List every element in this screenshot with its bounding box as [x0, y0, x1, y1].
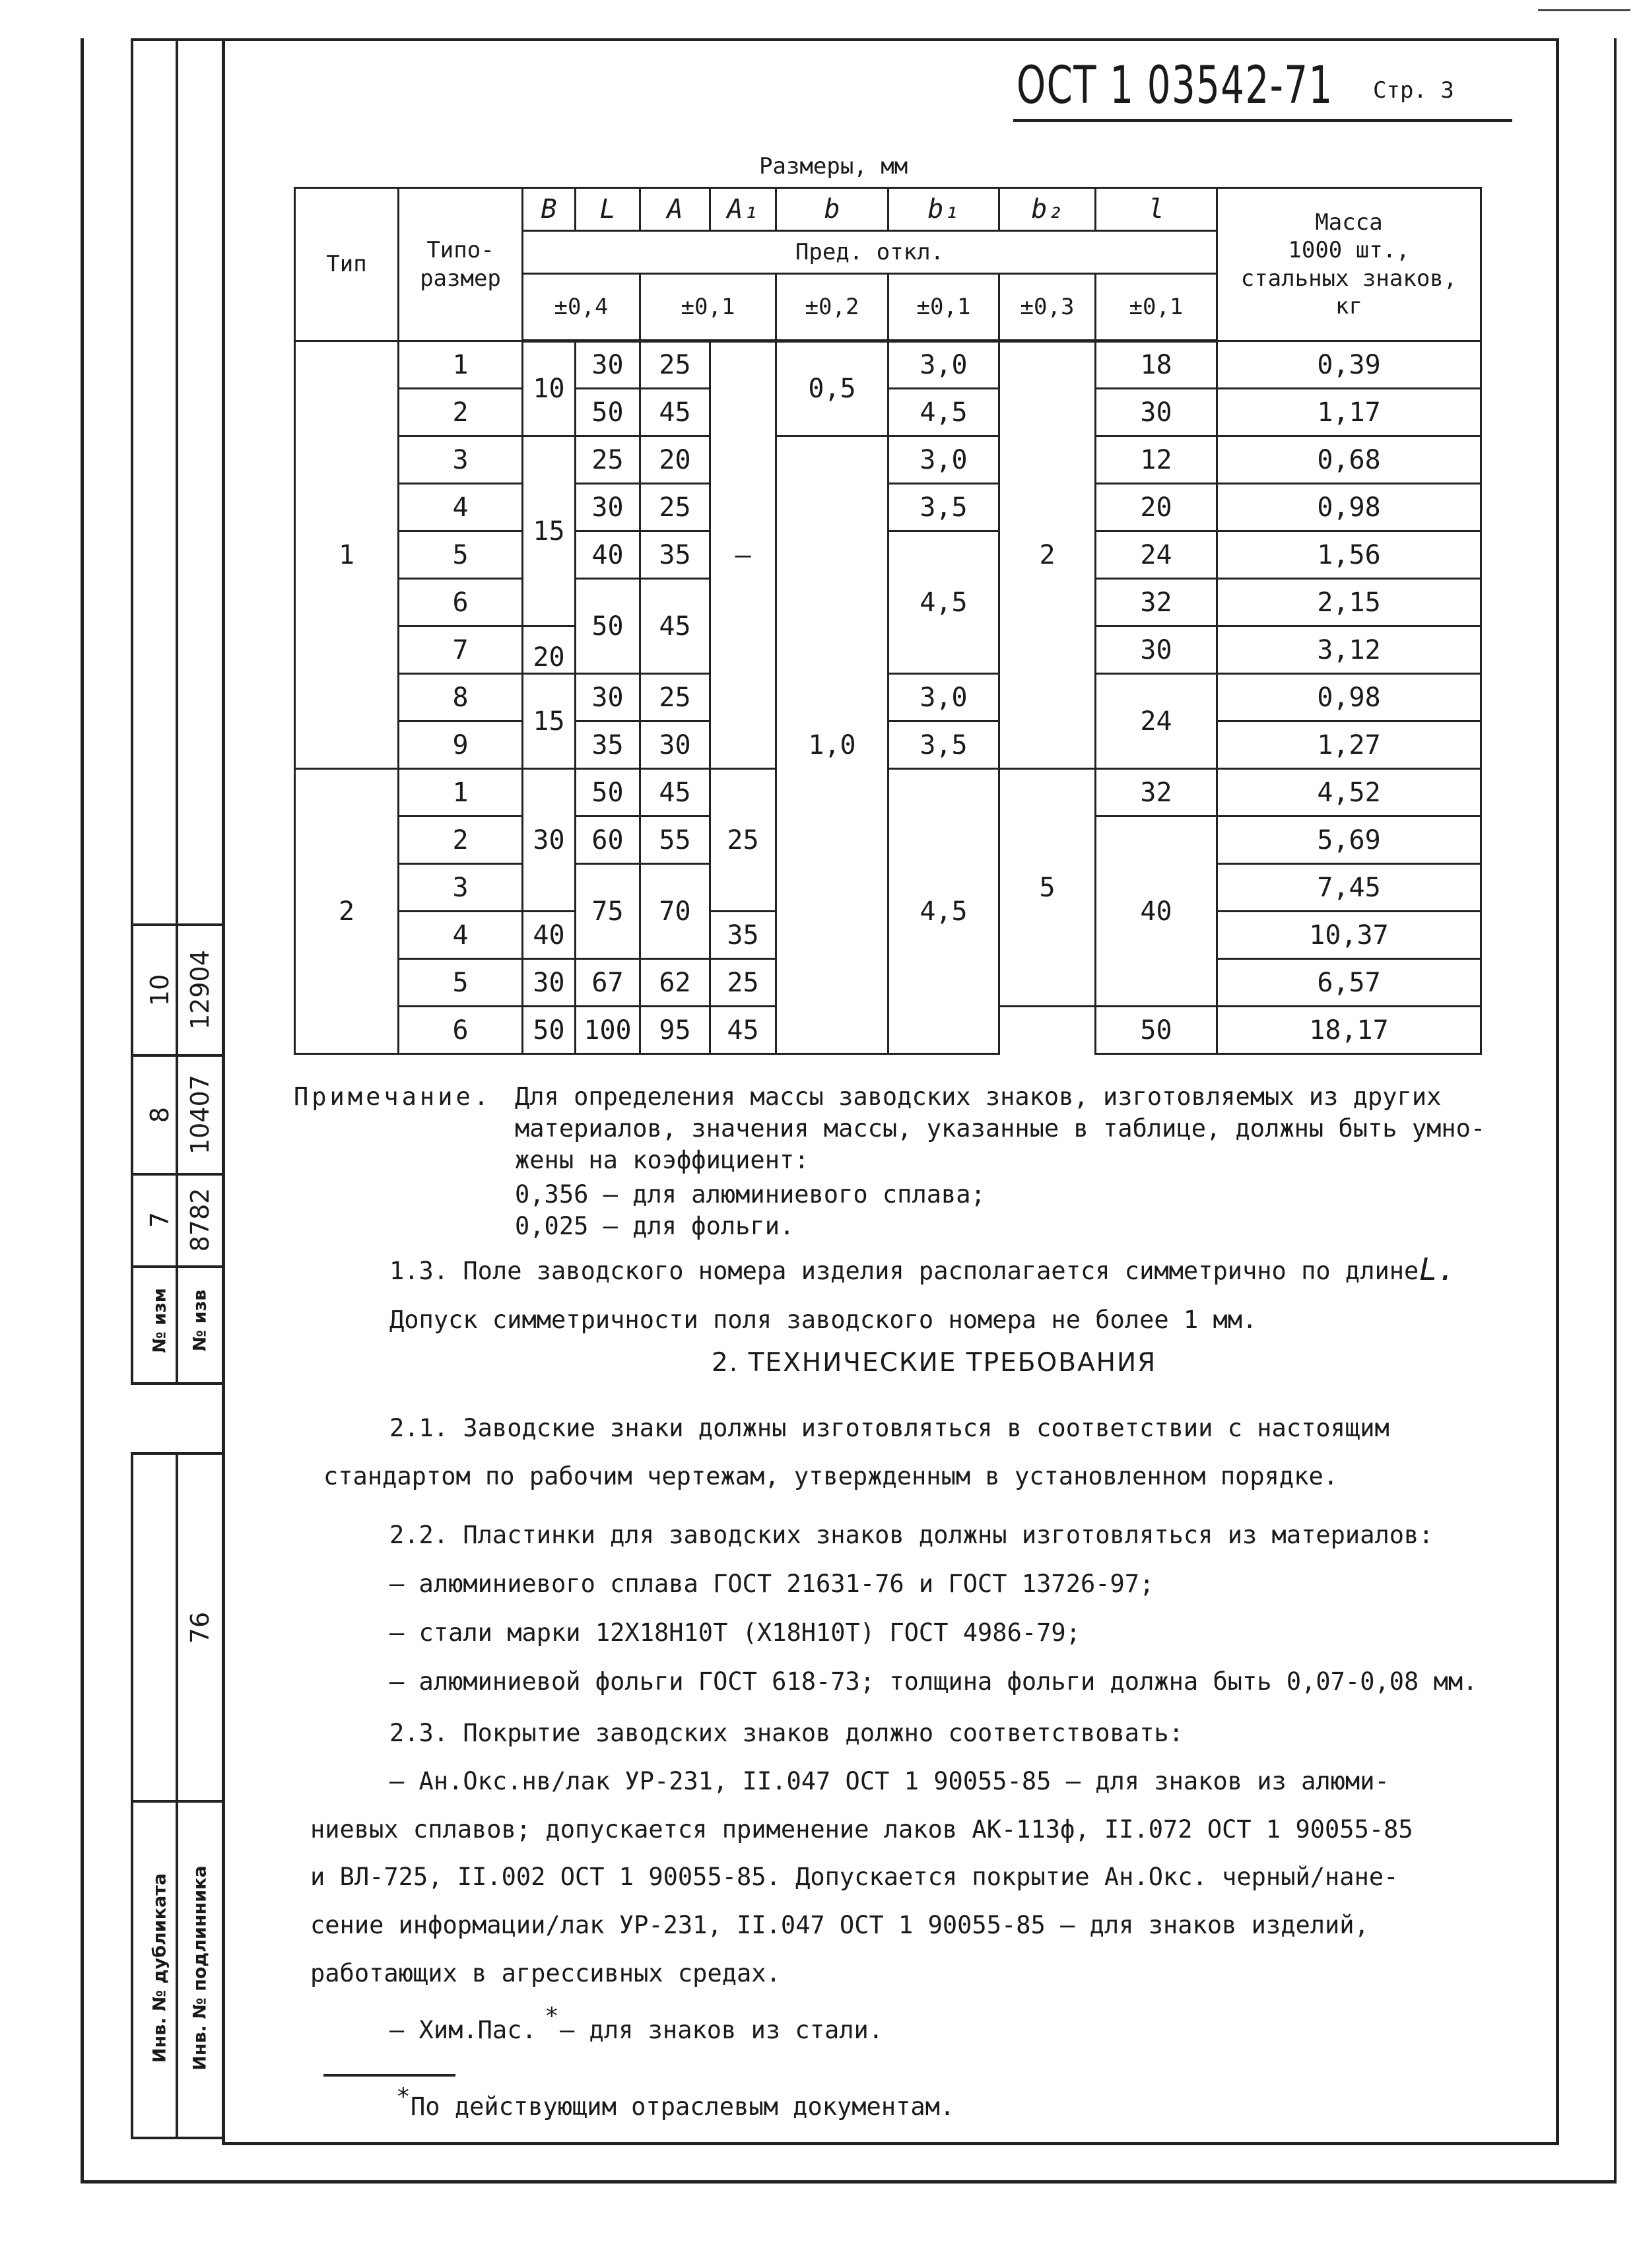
notice-no: 12904: [185, 950, 215, 1030]
mass-cell: 5,69: [1217, 817, 1481, 864]
A-cell: 62: [640, 959, 710, 1007]
size-cell: 7: [399, 626, 523, 674]
A-cell: 70: [640, 864, 710, 959]
mass-cell: 10,37: [1217, 912, 1481, 959]
size-cell: 3: [399, 436, 523, 484]
l-cell: 32: [1096, 579, 1217, 626]
para-2-3: сение информации/лак УР-231, II.047 ОСТ 1 90055-85 – для знаков изделий,: [310, 1911, 1369, 1939]
strip-divider: [176, 38, 178, 1385]
tol-value: ±0,1: [1096, 274, 1217, 341]
note-line: Для определения массы заводских знаков, изготовляемых из других: [515, 1083, 1442, 1111]
L-cell: 30: [576, 341, 640, 389]
para-2-3: работающих в агрессивных средах.: [310, 1959, 781, 1987]
label-notice-no: № изв: [189, 1289, 211, 1352]
b1-cell: 3,5: [888, 484, 999, 531]
mass-cell: 3,12: [1217, 626, 1481, 674]
header-dim: A: [640, 188, 710, 231]
B-cell: 30: [523, 959, 576, 1007]
size-cell: 5: [399, 959, 523, 1007]
size-cell: 6: [399, 579, 523, 626]
label-duplicate-inv: Инв. № дубликата: [149, 1873, 170, 2063]
header-dim: l: [1096, 188, 1217, 231]
para-2-2: 2.2. Пластинки для заводских знаков должны изготовляться из материалов:: [389, 1521, 1434, 1549]
b-cell: 0,5: [776, 341, 888, 436]
L-cell: 50: [576, 389, 640, 436]
strip-divider: [131, 1800, 224, 1803]
header-underline: [1013, 119, 1512, 122]
label-original-inv: Инв. № подлинника: [189, 1865, 211, 2071]
top-edge-line: [1538, 9, 1630, 11]
size-cell: 8: [399, 674, 523, 721]
change-no: 8: [145, 1106, 174, 1123]
para-2-3: ниевых сплавов; допускается применение лаков АК-113ф, II.072 ОСТ 1 90055-85: [310, 1815, 1413, 1844]
l-cell: 32: [1096, 769, 1217, 817]
A-cell: 95: [640, 1007, 710, 1054]
tol-value: ±0,2: [776, 274, 888, 341]
A1-cell: 25: [710, 769, 776, 912]
A-cell: 55: [640, 817, 710, 864]
b1-cell: 4,5: [888, 531, 999, 674]
size-cell: 3: [399, 864, 523, 912]
tol-value: ±0,1: [888, 274, 999, 341]
L-cell: 35: [576, 721, 640, 769]
size-cell: 1: [399, 769, 523, 817]
size-cell: 2: [399, 389, 523, 436]
header-tolerance: Пред. откл.: [523, 231, 1217, 274]
b2-cell-empty: [999, 1007, 1096, 1054]
A1-cell: –: [710, 341, 776, 769]
note-line: 0,356 – для алюминиевого сплава;: [515, 1180, 986, 1209]
footnote-star: *: [396, 2083, 411, 2110]
notice-no: 8782: [185, 1187, 215, 1252]
A-cell: 25: [640, 674, 710, 721]
A-cell: 45: [640, 769, 710, 817]
A-cell: 45: [640, 389, 710, 436]
A-cell: 20: [640, 436, 710, 484]
B-cell: 20: [523, 626, 576, 674]
l-cell: 12: [1096, 436, 1217, 484]
L-cell: 30: [576, 484, 640, 531]
dimensions-table: [294, 187, 1482, 1055]
b1-cell: 3,0: [888, 674, 999, 721]
mass-cell: 0,68: [1217, 436, 1481, 484]
b1-cell: 3,0: [888, 341, 999, 389]
l-cell: 40: [1096, 817, 1217, 1007]
mass-cell: 1,17: [1217, 389, 1481, 436]
mass-cell: 0,39: [1217, 341, 1481, 389]
L-cell: 75: [576, 864, 640, 959]
strip-divider: [131, 1265, 224, 1268]
L-cell: 50: [576, 579, 640, 674]
B-cell: 15: [523, 674, 576, 769]
para-2-3: – Ан.Окс.нв/лак УР-231, II.047 ОСТ 1 90055-85 – для знаков из алюми-: [389, 1767, 1389, 1795]
size-cell: 1: [399, 341, 523, 389]
tol-value: ±0,1: [640, 274, 776, 341]
header-mass: Масса 1000 шт., стальных знаков, кг: [1217, 188, 1481, 341]
L-cell: 50: [576, 769, 640, 817]
b2-cell: 5: [999, 769, 1096, 1007]
B-cell: 30: [523, 769, 576, 912]
footnote-star: *: [545, 2003, 559, 2030]
A1-cell: 45: [710, 1007, 776, 1054]
A-cell: 45: [640, 579, 710, 674]
footnote-rule: [323, 2074, 455, 2077]
A-cell: 35: [640, 531, 710, 579]
notice-no: 10407: [185, 1075, 215, 1154]
dimensions-caption: Размеры, мм: [759, 153, 908, 180]
A-cell: 25: [640, 484, 710, 531]
header-type: Тип: [295, 188, 399, 341]
b1-cell: 4,5: [888, 389, 999, 436]
size-cell: 2: [399, 817, 523, 864]
header-dim: L: [576, 188, 640, 231]
L-cell: 30: [576, 674, 640, 721]
footnote-text: По действующим отраслевым документам.: [411, 2092, 955, 2121]
type-cell: 1: [295, 341, 399, 769]
para-2-3: 2.3. Покрытие заводских знаков должно соответствовать:: [389, 1719, 1184, 1747]
header-dim: b₂: [999, 188, 1096, 231]
mass-cell: 2,15: [1217, 579, 1481, 626]
L-cell: 60: [576, 817, 640, 864]
type-cell: 2: [295, 769, 399, 1054]
L-cell: 25: [576, 436, 640, 484]
l-cell: 30: [1096, 626, 1217, 674]
A1-cell: 35: [710, 912, 776, 959]
para-1-3-symbol: L.: [1419, 1251, 1456, 1287]
l-cell: 30: [1096, 389, 1217, 436]
b-cell: 1,0: [776, 436, 888, 1054]
mass-cell: 0,98: [1217, 484, 1481, 531]
para-1-3: Допуск симметричности поля заводского номера не более 1 мм.: [389, 1306, 1257, 1334]
header-dim: B: [523, 188, 576, 231]
l-cell: 18: [1096, 341, 1217, 389]
size-cell: 5: [399, 531, 523, 579]
note-heading: Примечание.: [294, 1083, 492, 1111]
inventory-value: 76: [185, 1611, 215, 1644]
b1-cell: 4,5: [888, 769, 999, 1054]
change-no: 7: [145, 1211, 174, 1228]
mass-cell: 18,17: [1217, 1007, 1481, 1054]
para-2-1: стандартом по рабочим чертежам, утвержденным в установленном порядке.: [323, 1462, 1339, 1490]
header-dim: A₁: [710, 188, 776, 231]
B-cell: 10: [523, 341, 576, 436]
l-cell: 20: [1096, 484, 1217, 531]
note-line: 0,025 – для фольги.: [515, 1212, 795, 1240]
b1-cell: 3,0: [888, 436, 999, 484]
para-2-3: – для знаков из стали.: [560, 2016, 884, 2044]
change-no: 10: [145, 974, 174, 1007]
strip-divider: [131, 1173, 224, 1176]
para-2-3: и ВЛ-725, II.002 ОСТ 1 90055-85. Допускается покрытие Ан.Окс. черный/нане-: [310, 1863, 1399, 1891]
document-number: ОСТ 1 03542-71: [1017, 56, 1333, 116]
size-cell: 9: [399, 721, 523, 769]
header-dim: b: [776, 188, 888, 231]
mass-cell: 1,56: [1217, 531, 1481, 579]
mass-cell: 4,52: [1217, 769, 1481, 817]
size-cell: 4: [399, 484, 523, 531]
l-cell: 24: [1096, 531, 1217, 579]
L-cell: 67: [576, 959, 640, 1007]
b1-cell: 3,5: [888, 721, 999, 769]
l-cell: 50: [1096, 1007, 1217, 1054]
label-change-no: № изм: [149, 1288, 170, 1353]
b2-cell: 2: [999, 341, 1096, 769]
L-cell: 40: [576, 531, 640, 579]
header-dim: b₁: [888, 188, 999, 231]
strip-divider: [131, 1054, 224, 1057]
tol-value: ±0,4: [523, 274, 640, 341]
A1-cell: 25: [710, 959, 776, 1007]
mass-cell: 0,98: [1217, 674, 1481, 721]
page-label: Стр. 3: [1373, 77, 1454, 104]
para-2-2: – алюминиевой фольги ГОСТ 618-73; толщина фольги должна быть 0,07-0,08 мм.: [389, 1667, 1478, 1696]
para-2-1: 2.1. Заводские знаки должны изготовляться в соответствии с настоящим: [389, 1414, 1389, 1442]
A-cell: 30: [640, 721, 710, 769]
A-cell: 25: [640, 341, 710, 389]
size-cell: 4: [399, 912, 523, 959]
note-line: материалов, значения массы, указанные в таблице, должны быть умно-: [515, 1114, 1486, 1143]
tol-value: ±0,3: [999, 274, 1096, 341]
mass-cell: 1,27: [1217, 721, 1481, 769]
mass-cell: 6,57: [1217, 959, 1481, 1007]
section-title: 2. ТЕХНИЧЕСКИЕ ТРЕБОВАНИЯ: [712, 1348, 1157, 1378]
strip-divider: [131, 923, 224, 926]
header-size: Типо- размер: [399, 188, 523, 341]
B-cell: 40: [523, 912, 576, 959]
para-2-2: – алюминиевого сплава ГОСТ 21631-76 и ГОСТ 13726-97;: [389, 1570, 1154, 1598]
B-cell: 15: [523, 436, 576, 626]
para-2-2: – стали марки 12Х18Н10Т (Х18Н10Т) ГОСТ 4986-79;: [389, 1618, 1081, 1647]
B-cell: 50: [523, 1007, 576, 1054]
size-cell: 6: [399, 1007, 523, 1054]
note-line: жены на коэффициент:: [515, 1146, 809, 1174]
mass-cell: 7,45: [1217, 864, 1481, 912]
L-cell: 100: [576, 1007, 640, 1054]
l-cell: 24: [1096, 674, 1217, 769]
strip-divider: [176, 1452, 178, 2139]
para-2-3: – Хим.Пас.: [389, 2016, 537, 2044]
para-1-3: 1.3. Поле заводского номера изделия располагается симметрично по длине: [389, 1257, 1419, 1285]
